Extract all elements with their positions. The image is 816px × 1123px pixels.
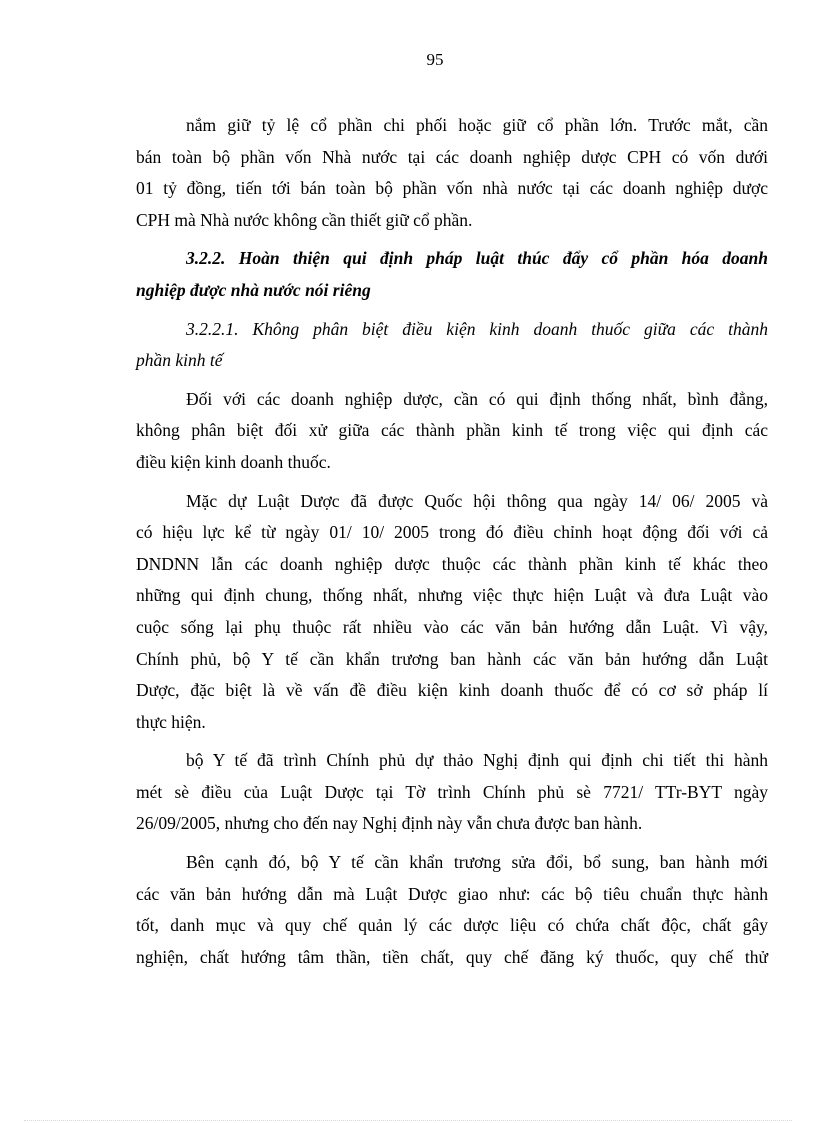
paragraph	[136, 847, 768, 973]
page-bottom-border	[24, 1120, 792, 1121]
body-text	[136, 110, 768, 973]
text-line: nắm giữ tỷ lệ cổ phần chi phối hoặc giữ cổ phần lớn. Trước mắt, cần	[186, 115, 768, 135]
text-line: có hiệu lực kể từ ngày 01/ 10/ 2005 trong đó điều chỉnh hoạt động đối với cả	[136, 522, 768, 543]
text-line: Đối với các doanh nghiệp dược, cần có qui định thống nhất, bình đẳng,	[186, 388, 768, 409]
text-line: nghiện, chất hướng tâm thần, tiền chất, quy chế đăng ký thuốc, quy chế thử	[136, 946, 768, 967]
text-line: 26/09/2005, nhưng cho đến nay Nghị định này vẫn chưa được ban hành.	[136, 813, 643, 834]
paragraph-continuation	[136, 110, 768, 236]
text-line: bộ Y tế đã trình Chính phủ dự thảo Nghị định qui định chi tiết thi hành	[186, 750, 768, 771]
text-line: mét sè điều của Luật Dược tại Tờ trình Chính phủ sè 7721/ TTr-BYT ngày	[136, 781, 768, 802]
text-line: những qui định chung, thống nhất, nhưng việc thực hiện Luật và đưa Luật vào	[136, 585, 768, 606]
text-line: CPH mà Nhà nước không cần thiết giữ cổ phần.	[136, 209, 473, 230]
text-line: tốt, danh mục và quy chế quản lý các dược liệu có chứa chất độc, chất gây	[136, 915, 768, 936]
subsection-heading	[136, 314, 768, 377]
paragraph	[136, 486, 768, 739]
text-line: Mặc dự Luật Dược đã được Quốc hội thông qua ngày 14/ 06/ 2005 và	[186, 490, 768, 511]
text-line: không phân biệt đối xử giữa các thành phần kinh tế trong việc qui định các	[136, 420, 768, 441]
text-line: thực hiện.	[136, 711, 206, 732]
text-line: Chính phủ, bộ Y tế cần khẩn trương ban hành các văn bản hướng dẫn Luật	[136, 648, 768, 669]
paragraph	[136, 384, 768, 479]
text-line: các văn bản hướng dẫn mà Luật Dược giao như: các bộ tiêu chuẩn thực hành	[136, 883, 768, 904]
heading-line: phần kinh tế	[136, 350, 223, 371]
page-number: 95	[426, 50, 444, 69]
heading-line: 3.2.2. Hoàn thiện qui định pháp luật thúc đẩy cổ phần hóa doanh	[186, 248, 768, 269]
text-line: bán toàn bộ phần vốn Nhà nước tại các doanh nghiệp dược CPH có vốn dưới	[136, 146, 768, 167]
text-line: Dược, đặc biệt là về vấn đề điều kiện kinh doanh thuốc để có cơ sở pháp lí	[136, 680, 768, 701]
text-line: Bên cạnh đó, bộ Y tế cần khẩn trương sửa đổi, bổ sung, ban hành mới	[186, 852, 768, 873]
heading-line: nghiệp được nhà nước nói riêng	[136, 279, 371, 300]
heading-line: 3.2.2.1. Không phân biệt điều kiện kinh doanh thuốc giữa các thành	[186, 318, 768, 339]
paragraph	[136, 745, 768, 840]
text-line: 01 tỷ đồng, tiến tới bán toàn bộ phần vốn nhà nước tại các doanh nghiệp dược	[136, 178, 768, 199]
text-line: điều kiện kinh doanh thuốc.	[136, 451, 331, 472]
section-heading	[136, 243, 768, 306]
text-line: cuộc sống lại phụ thuộc rất nhiều vào các văn bản hướng dẫn Luật. Vì vậy,	[136, 616, 768, 637]
text-line: DNDNN lẫn các doanh nghiệp dược thuộc các thành phần kinh tế khác theo	[136, 553, 768, 574]
